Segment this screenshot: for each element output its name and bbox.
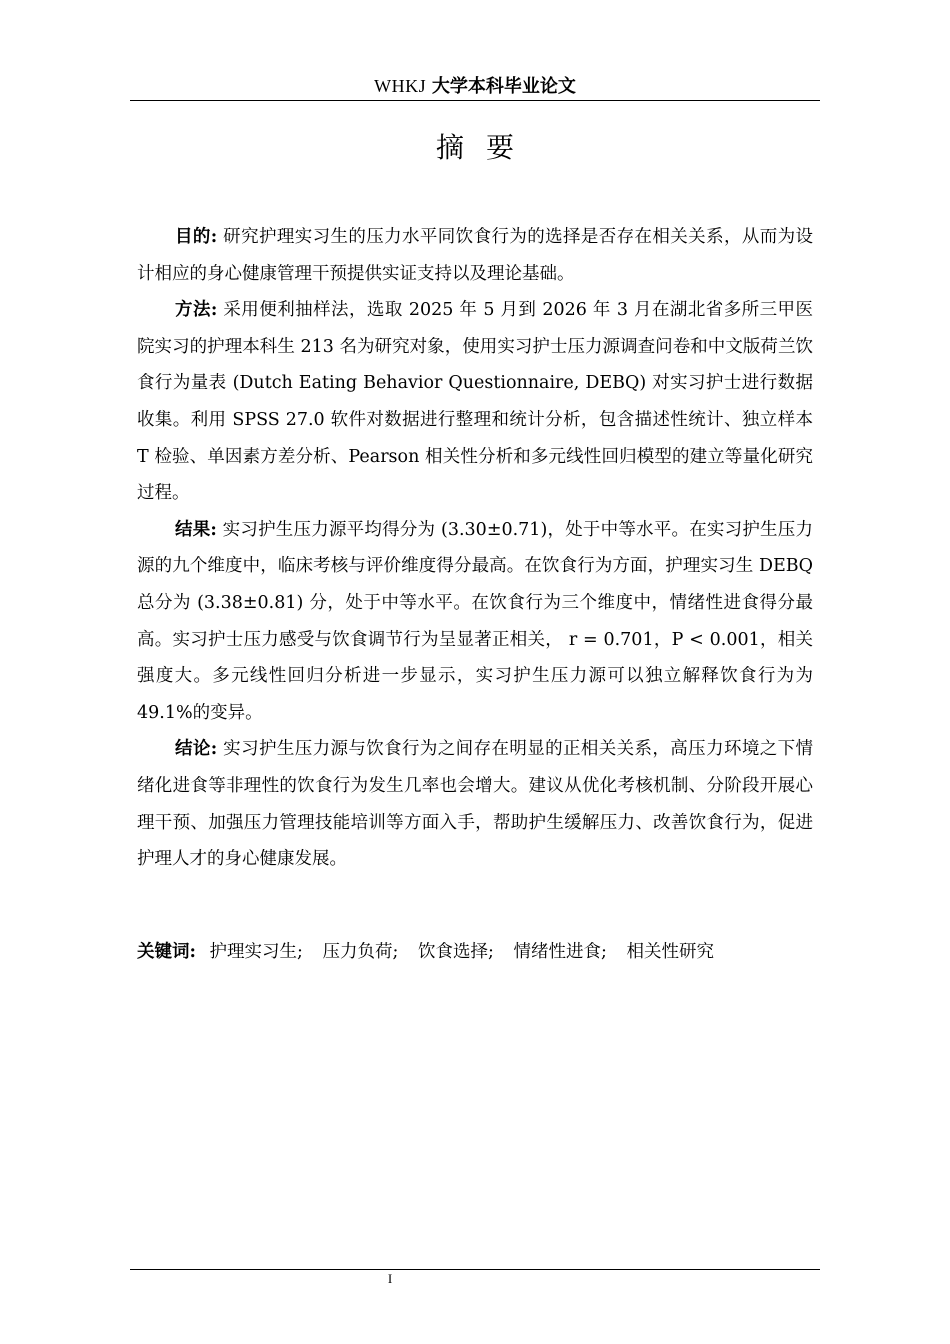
- keywords-label: 关键词:: [137, 942, 196, 962]
- keyword-item: 护理实习生;: [209, 942, 303, 962]
- page-title: 摘要: [435, 131, 536, 164]
- conclusion-text: 实习护生压力源与饮食行为之间存在明显的正相关关系，高压力环境之下情绪化进食等非理性的饮食行为发生几率也会增大。建议从优化考核机制、分阶段开展心理干预、加强压力管理技能培训等方面入手，帮助护生缓解压力、改善饮食行为，促进护理人才的身心健康发展。: [137, 739, 813, 870]
- keyword-item: 相关性研究: [626, 942, 714, 962]
- header-thesis-type: 大学本科毕业论文: [431, 76, 576, 97]
- page-number: I: [387, 1271, 393, 1286]
- abstract-conclusion: [137, 731, 813, 877]
- abstract-objective: [137, 219, 813, 292]
- objective-text: 研究护理实习生的压力水平同饮食行为的选择是否存在相关关系，从而为设计相应的身心健康管理干预提供实证支持以及理论基础。: [137, 227, 813, 284]
- methods-text: 采用便利抽样法，选取 2025 年 5 月到 2026 年 3 月在湖北省多所三甲医院实习的护理本科生 213 名为研究对象，使用实习护士压力源调查问卷和中文版荷兰饮食行为量表 (Dutch Eating Behavior Questionnaire, DEBQ) 对实习护士进行数据收集。利用 SPSS 27.0 软件对数据进行整理和统计分析，包含描述性统计、独立样本 T 检验、单因素方差分析、Pearson 相关性分析和多元线性回归模型的建立等量化研究过程。: [137, 300, 813, 504]
- keywords-line: [137, 934, 813, 970]
- conclusion-label: 结论:: [175, 739, 218, 760]
- abstract-methods: [137, 292, 813, 512]
- methods-label: 方法:: [175, 300, 218, 321]
- header-institution-code: WHKJ: [374, 76, 427, 96]
- header-rule: [130, 100, 820, 101]
- keyword-item: 饮食选择;: [418, 942, 494, 962]
- keyword-item: 压力负荷;: [322, 942, 399, 962]
- results-label: 结果:: [175, 519, 217, 540]
- abstract-body: [137, 219, 813, 878]
- results-text: 实习护生压力源平均得分为 (3.30±0.71)，处于中等水平。在实习护生压力源的九个维度中，临床考核与评价维度得分最高。在饮食行为方面，护理实习生 DEBQ 总分为 (3.38±0.81) 分，处于中等水平。在饮食行为三个维度中，情绪性进食得分最高。实习护士压力感受与饮食调节行为呈显著正相关， r = 0.701，P < 0.001，相关强度大。多元线性回归分析进一步显示，实习护生压力源可以独立解释饮食行为为 49.1%的变异。: [137, 519, 813, 723]
- abstract-results: [137, 512, 813, 732]
- keyword-item: 情绪性进食;: [513, 942, 607, 962]
- objective-label: 目的:: [175, 227, 218, 247]
- running-header: [130, 74, 820, 99]
- footer-rule: [130, 1269, 820, 1270]
